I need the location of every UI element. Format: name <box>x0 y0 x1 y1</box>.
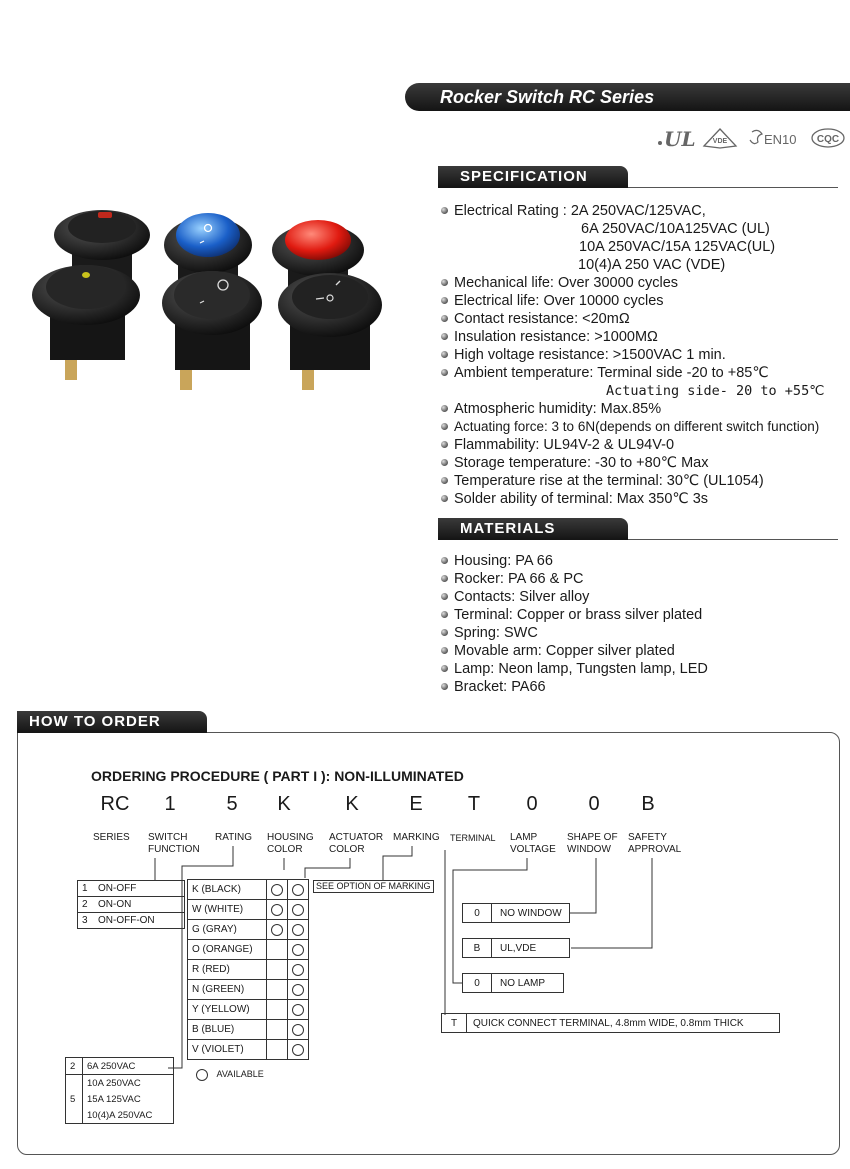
list-item: Insulation resistance: >1000MΩ <box>440 328 824 346</box>
list-item-continuation: 10(4)A 250 VAC (VDE) <box>578 257 726 273</box>
list-item: Contacts: Silver alloy <box>440 588 708 606</box>
lamp-option: 0 NO LAMP <box>462 973 564 993</box>
label-shape-of-window: SHAPE OF WINDOW <box>567 832 618 855</box>
page-title: Rocker Switch RC Series <box>440 87 655 107</box>
available-circle-icon <box>271 924 283 936</box>
svg-text:CQC: CQC <box>816 134 840 145</box>
table-row: Y (YELLOW) <box>188 1000 309 1020</box>
code-marking: E <box>409 793 423 815</box>
svg-text:UL: UL <box>664 127 696 150</box>
list-item: Solder ability of terminal: Max 350℃ 3s <box>440 490 824 508</box>
available-circle-icon <box>196 1069 208 1081</box>
available-circle-icon <box>292 944 304 956</box>
available-circle-icon <box>292 924 304 936</box>
terminal-option: T QUICK CONNECT TERMINAL, 4.8mm WIDE, 0.8mm THICK <box>441 1013 780 1033</box>
approval-option: B UL,VDE <box>462 938 570 958</box>
label-series: SERIES <box>93 832 130 843</box>
code-lamp-voltage: 0 <box>526 793 538 815</box>
list-item: Electrical Rating : 2A 250VAC/125VAC, <box>440 202 824 220</box>
table-row: V (VIOLET) <box>188 1040 309 1060</box>
table-row: R (RED) <box>188 960 309 980</box>
list-item: Lamp: Neon lamp, Tungsten lamp, LED <box>440 660 708 678</box>
available-circle-icon <box>292 1044 304 1056</box>
table-row: 5 10A 250VAC <box>66 1075 174 1092</box>
list-item: Flammability: UL94V-2 & UL94V-0 <box>440 436 824 454</box>
table-row: B (BLUE) <box>188 1020 309 1040</box>
list-item: Rocker: PA 66 & PC <box>440 570 708 588</box>
list-item-continuation: 10A 250VAC/15A 125VAC(UL) <box>579 239 776 255</box>
available-circle-icon <box>292 1004 304 1016</box>
label-lamp-voltage: LAMP VOLTAGE <box>510 832 556 855</box>
list-item-continuation: Actuating side- 20 to +55℃ <box>606 383 825 399</box>
table-row: K (BLACK) <box>188 880 309 900</box>
label-safety-approval: SAFETY APPROVAL <box>628 832 682 855</box>
list-item-continuation: 6A 250VAC/10A125VAC (UL) <box>581 221 770 237</box>
table-row: 2 6A 250VAC <box>66 1058 174 1075</box>
marking-note: SEE OPTION OF MARKING <box>313 880 434 893</box>
rating-table <box>65 1057 174 1124</box>
available-circle-icon <box>292 964 304 976</box>
table-row: W (WHITE) <box>188 900 309 920</box>
label-rating: RATING <box>215 832 253 843</box>
available-circle-icon <box>292 884 304 896</box>
list-item: Housing: PA 66 <box>440 552 708 570</box>
table-row: 15A 125VAC <box>66 1091 174 1107</box>
svg-text:VDE: VDE <box>712 138 728 145</box>
materials-heading: MATERIALS <box>438 518 628 540</box>
list-item: Actuating force: 3 to 6N(depends on different switch function) <box>440 418 824 436</box>
ordering-procedure-title: ORDERING PROCEDURE ( PART I ): NON-ILLUMINATED <box>91 768 464 784</box>
code-shape-of-window: 0 <box>588 793 600 815</box>
code-safety-approval: B <box>641 793 655 815</box>
list-item: Contact resistance: <20mΩ <box>440 310 824 328</box>
available-circle-icon <box>271 904 283 916</box>
label-terminal: TERMINAL <box>450 833 496 843</box>
code-terminal: T <box>467 793 481 815</box>
code-rating: 5 <box>226 793 238 815</box>
list-item: Storage temperature: -30 to +80℃ Max <box>440 454 824 472</box>
window-option: 0 NO WINDOW <box>462 903 570 923</box>
available-circle-icon <box>292 984 304 996</box>
list-item: Movable arm: Copper silver plated <box>440 642 708 660</box>
list-item: Mechanical life: Over 30000 cycles <box>440 274 824 292</box>
code-housing-color: K <box>277 793 291 815</box>
list-item: High voltage resistance: >1500VAC 1 min. <box>440 346 824 364</box>
table-row: O (ORANGE) <box>188 940 309 960</box>
code-switch-function: 1 <box>164 793 176 815</box>
available-legend: AVAILABLE <box>196 1069 264 1081</box>
switch-function-table <box>77 880 185 929</box>
how-to-order-heading: HOW TO ORDER <box>17 711 207 733</box>
code-actuator-color: K <box>345 793 359 815</box>
table-row: N (GREEN) <box>188 980 309 1000</box>
table-row: G (GRAY) <box>188 920 309 940</box>
code-series: RC <box>100 793 130 815</box>
list-item: Atmospheric humidity: Max.85% <box>440 400 824 418</box>
label-actuator-color: ACTUATOR COLOR <box>329 832 384 855</box>
color-table <box>187 879 309 1060</box>
table-row: 3 ON-OFF-ON <box>78 913 185 929</box>
svg-text:EN10: EN10 <box>764 132 797 147</box>
available-circle-icon <box>271 884 283 896</box>
available-circle-icon <box>292 904 304 916</box>
available-circle-icon <box>292 1024 304 1036</box>
specification-heading: SPECIFICATION <box>438 166 628 188</box>
label-switch-function: SWITCH FUNCTION <box>148 832 200 855</box>
list-item: Spring: SWC <box>440 624 708 642</box>
list-item: Temperature rise at the terminal: 30℃ (UL1054) <box>440 472 824 490</box>
table-row: 10(4)A 250VAC <box>66 1107 174 1124</box>
list-item: Bracket: PA66 <box>440 678 708 696</box>
list-item: Electrical life: Over 10000 cycles <box>440 292 824 310</box>
list-item: Ambient temperature: Terminal side -20 to +85℃ <box>440 364 824 382</box>
table-row: 1 ON-OFF <box>78 881 185 897</box>
label-housing-color: HOUSING COLOR <box>267 832 314 855</box>
label-marking: MARKING <box>393 832 440 843</box>
list-item: Terminal: Copper or brass silver plated <box>440 606 708 624</box>
table-row: 2 ON-ON <box>78 897 185 913</box>
